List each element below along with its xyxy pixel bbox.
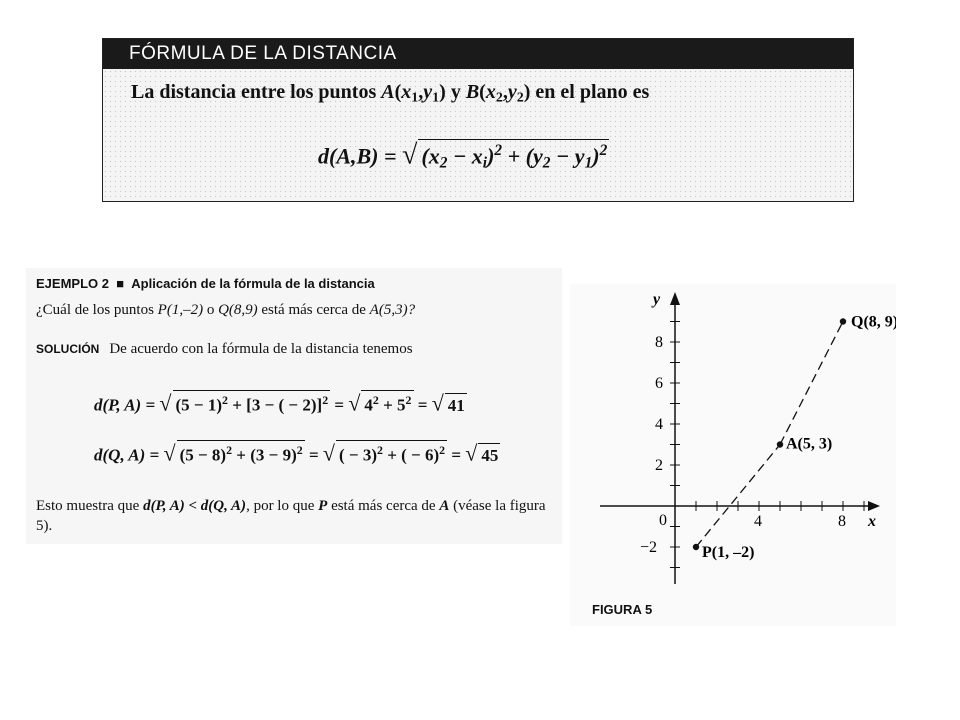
x-tick-label: 4 xyxy=(754,513,762,530)
y-tick-label: −2 xyxy=(640,539,658,556)
coordinate-plot xyxy=(570,284,896,604)
point-label: A(5, 3) xyxy=(786,435,833,453)
point-label: P(1, –2) xyxy=(702,544,755,561)
conclusion: Esto muestra que d(P, A) < d(Q, A), por lo que P está más cerca de A (véase la figura 5). xyxy=(36,498,546,534)
bullet-icon: ■ xyxy=(116,276,125,291)
origin-label: 0 xyxy=(659,512,667,529)
equation-pa: d(P, A) = √ $(5 - 1)^2 + [3$ − ( − 2)]$^2$ = √ $4^2 + 5^2$ = √ 41 xyxy=(94,390,465,416)
y-tick-label: 6 xyxy=(655,375,663,392)
box-statement: La distancia entre los puntos $A(x_1,y_1)$ y $B(x_2,y_2)$ en el plano es xyxy=(131,81,650,106)
distance-formula: d(A,B) = √ $(x_2 - x_i)^2 + (y_2 - y_1)^2$ xyxy=(318,139,608,172)
data-point xyxy=(693,544,699,550)
x-axis-arrow xyxy=(868,501,880,511)
box-title: FÓRMULA DE LA DISTANCIA xyxy=(103,39,853,69)
example-heading: EJEMPLO 2 ■ Aplicación de la fórmula de la distancia xyxy=(36,276,375,291)
equation-qa: d(Q, A) = √ $(5 - 8)^2 + (3 - 9)^2$ = √ ( − 3)$^2$ + ( − 6)$^2$ = √ 45 xyxy=(94,440,499,466)
y-tick-label: 2 xyxy=(655,457,663,474)
example-question: ¿Cuál de los puntos P(1,–2) o Q(8,9) está más cerca de A(5,3)? xyxy=(36,302,416,318)
y-axis-label: y xyxy=(653,291,661,308)
data-point xyxy=(777,441,783,447)
data-point xyxy=(840,318,846,324)
x-tick-label: 8 xyxy=(838,513,846,530)
solution-label: SOLUCIÓN xyxy=(36,342,100,356)
y-tick-label: 4 xyxy=(655,416,663,433)
figure-caption: FIGURA 5 xyxy=(592,602,653,617)
dashed-segment xyxy=(696,445,780,548)
figure-5 xyxy=(570,284,896,626)
x-axis-label: x xyxy=(868,513,876,530)
distance-formula-box xyxy=(102,38,854,202)
y-tick-label: 8 xyxy=(655,334,663,351)
dashed-segment xyxy=(780,322,843,445)
example-panel xyxy=(26,268,562,544)
y-axis-arrow xyxy=(670,292,680,305)
point-label: Q(8, 9) xyxy=(851,313,896,331)
solution-line: SOLUCIÓN De acuerdo con la fórmula de la distancia tenemos xyxy=(36,341,413,357)
